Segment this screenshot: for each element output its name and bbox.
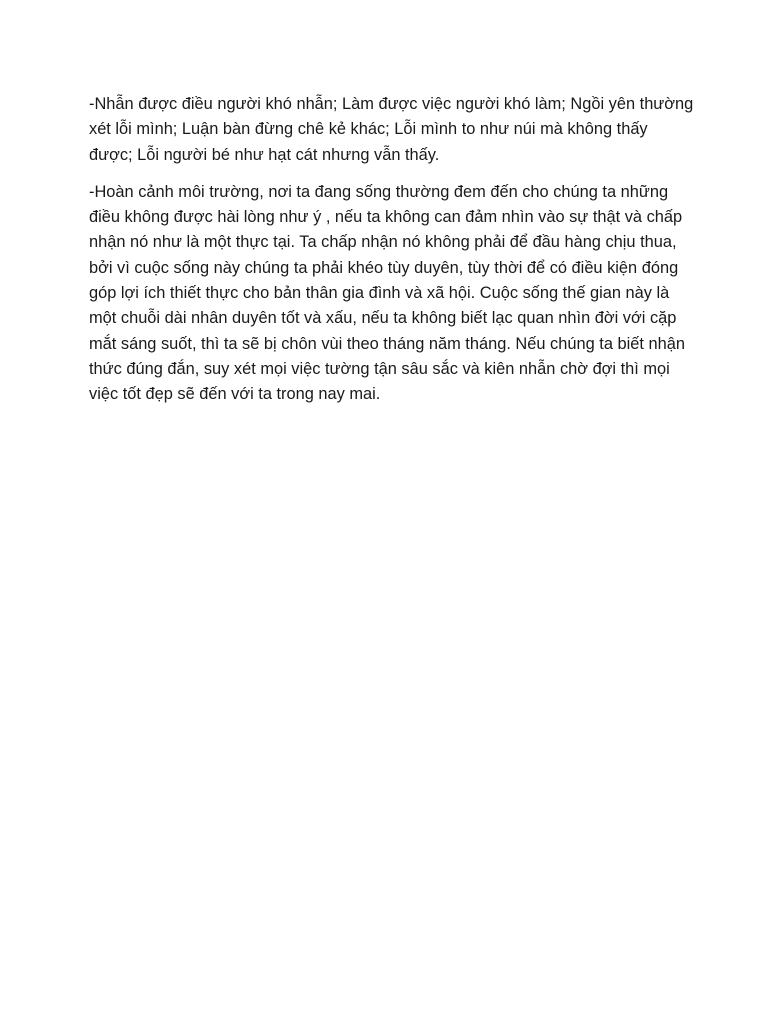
paragraph-line: điều không được hài lòng như ý , nếu ta không can đảm nhìn vào sự thật và chấp [89,208,683,227]
paragraph-line: góp lợi ích thiết thực cho bản thân gia đình và xã hội. Cuộc sống thế gian này là [89,284,670,303]
paragraph-line: được; Lỗi người bé như hạt cát nhưng vẫn thấy. [89,145,440,164]
paragraph-line: xét lỗi mình; Luận bàn đừng chê kẻ khác; Lỗi mình to như núi mà không thấy [89,120,648,139]
paragraph-line: -Nhẫn được điều người khó nhẫn; Làm được việc người khó làm; Ngồi yên thường [89,95,694,113]
paragraph-line: việc tốt đẹp sẽ đến với ta trong nay mai. [89,385,381,404]
paragraph-line: nhận nó như là một thực tại. Ta chấp nhận nó không phải để đầu hàng chịu thua, [89,233,677,252]
paragraph-2 [89,180,689,408]
paragraph-1 [89,92,694,168]
paragraph-line: bởi vì cuộc sống này chúng ta phải khéo tùy duyên, tùy thời để có điều kiện đóng [89,258,679,277]
paragraph-line: thức đúng đắn, suy xét mọi việc tường tận sâu sắc và kiên nhẫn chờ đợi thì mọi [89,359,670,378]
paragraph-line: mắt sáng suốt, thì ta sẽ bị chôn vùi theo tháng năm tháng. Nếu chúng ta biết nhận [89,334,685,353]
paragraph-line: một chuỗi dài nhân duyên tốt và xấu, nếu ta không biết lạc quan nhìn đời với cặp [89,309,677,328]
document-body [89,92,694,420]
paragraph-line: -Hoàn cảnh môi trường, nơi ta đang sống thường đem đến cho chúng ta những [89,182,669,201]
